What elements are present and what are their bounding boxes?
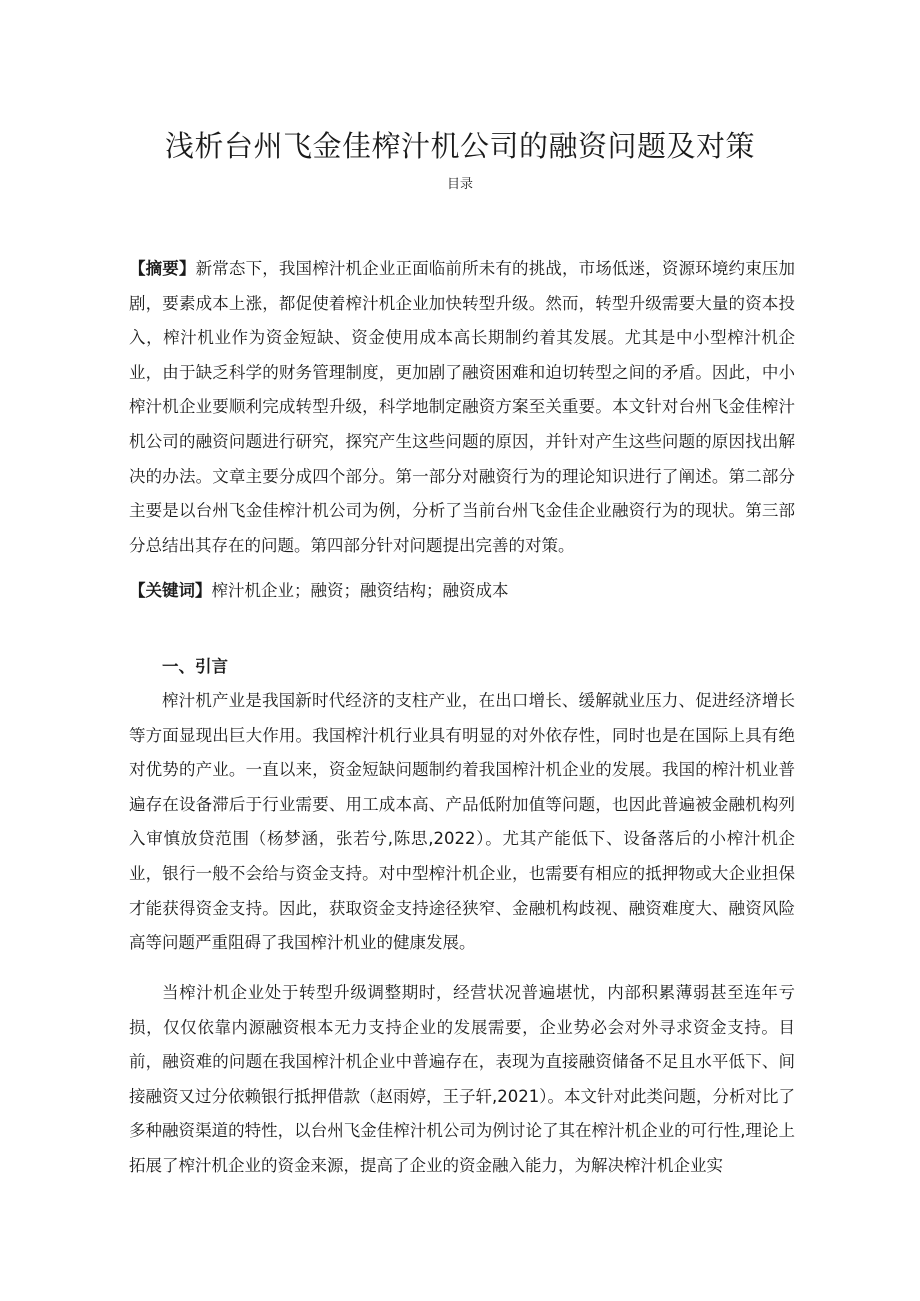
toc-label: 目录 — [446, 177, 473, 192]
keywords-paragraph — [129, 574, 795, 609]
section-heading: 一、引言 — [162, 657, 228, 676]
abstract-label: 【摘要】 — [129, 259, 196, 278]
abstract-text: 新常态下，我国榨汁机企业正面临前所未有的挑战，市场低迷，资源环境约束压加剧，要素成本上涨，都促使着榨汁机企业加快转型升级。然而，转型升级需要大量的资本投入，榨汁机业作为资金短缺、资金使用成本高长期制约着其发展。尤其是中小型榨汁机企业，由于缺乏科学的财务管理制度，更加剧了融资困难和迫切转型之间的矛盾。因此，中小榨汁机企业要顺利完成转型升级，科学地制定融资方案至关重要。本文针对台州飞金佳榨汁机公司的融资问题进行研究，探究产生这些问题的原因，并针对产生这些问题的原因找出解决的办法。文章主要分成四个部分。第一部分对融资行为的理论知识进行了阐述。第二部分主要是以台州飞金佳榨汁机公司为例，分析了当前台州飞金佳企业融资行为的现状。第三部分总结出其存在的问题。第四部分针对问题提出完善的对策。 — [129, 259, 796, 555]
document-title: 浅析台州飞金佳榨汁机公司的融资问题及对策 — [164, 129, 755, 163]
abstract-paragraph — [129, 252, 795, 563]
body-paragraph-1: 榨汁机产业是我国新时代经济的支柱产业，在出口增长、缓解就业压力、促进经济增长等方面显现出巨大作用。我国榨汁机行业具有明显的对外依存性，同时也是在国际上具有绝对优势的产业。一直以来，资金短缺问题制约着我国榨汁机企业的发展。我国的榨汁机业普遍存在设备滞后于行业需要、用工成本高、产品低附加值等问题，也因此普遍被金融机构列入审慎放贷范围（杨梦涵，张若兮,陈思,2022）。尤其产能低下、设备落后的小榨汁机企业，银行一般不会给与资金支持。对中型榨汁机企业，也需要有相应的抵押物或大企业担保才能获得资金支持。因此，获取资金支持途径狭窄、金融机构歧视、融资难度大、融资风险高等问题严重阻碍了我国榨汁机业的健康发展。 — [129, 691, 795, 953]
keywords-label: 【关键词】 — [129, 581, 212, 600]
keywords-text: 榨汁机企业；融资；融资结构；融资成本 — [211, 581, 509, 600]
body-paragraph-2: 当榨汁机企业处于转型升级调整期时，经营状况普遍堪忧，内部积累薄弱甚至连年亏损，仅仅依靠内源融资根本无力支持企业的发展需要，企业势必会对外寻求资金支持。目前，融资难的问题在我国榨汁机企业中普遍存在，表现为直接融资储备不足且水平低下、间接融资又过分依赖银行抵押借款（赵雨婷，王子轩,2021）。本文针对此类问题，分析对比了多种融资渠道的特性，以台州飞金佳榨汁机公司为例讨论了其在榨汁机企业的可行性,理论上拓展了榨汁机企业的资金来源，提高了企业的资金融入能力，为解决榨汁机企业实 — [129, 983, 795, 1175]
